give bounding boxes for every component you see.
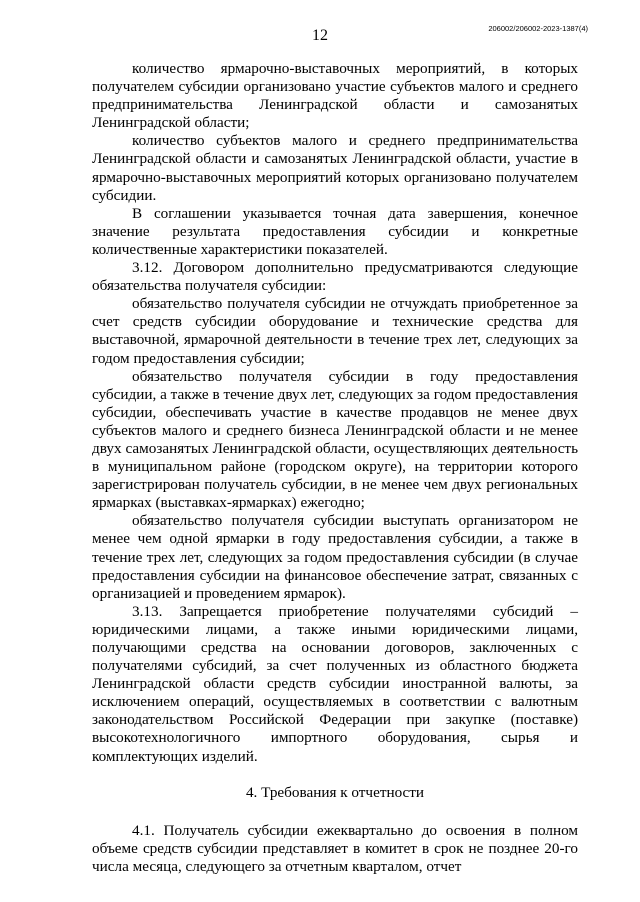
document-body: [92, 60, 578, 876]
paragraph: 3.12. Договором дополнительно предусматриваются следующие обязательства получателя субсидии:: [92, 259, 578, 295]
document-id: 206002/206002-2023-1387(4): [488, 24, 588, 33]
paragraph: В соглашении указывается точная дата завершения, конечное значение результата предоставления субсидии и конкретные количественные характеристики показателей.: [92, 204, 578, 258]
paragraph: обязательство получателя субсидии не отчуждать приобретенное за счет средств субсидии оборудование и технические средства для выставочной, ярмарочной деятельности в течение трех лет, следующих за годом предоставления субсидии;: [92, 295, 578, 367]
paragraph: обязательство получателя субсидии в году предоставления субсидии, а также в течение двух лет, следующих за годом предоставления субсидии, обеспечивать участие в качестве продавцов не менее двух субъектов малого и среднего бизнеса Ленинградской области и не менее двух самозанятых Ленинградской области, осуществляющих деятельность в муниципальном районе (городском округе), на территории которого зарегистрирован получатель субсидии, в не менее чем двух региональных ярмарках (выставках-ярмарках) ежегодно;: [92, 367, 578, 512]
paragraph: количество ярмарочно-выставочных мероприятий, в которых получателем субсидии организовано участие субъектов малого и среднего предпринимательства Ленинградской области и самозанятых Ленинградской области;: [92, 60, 578, 132]
paragraph: 4.1. Получатель субсидии ежеквартально до освоения в полном объеме средств субсидии представляет в комитет в срок не позднее 20-го числа месяца, следующего за отчетным кварталом, отчет: [92, 821, 578, 875]
paragraph: обязательство получателя субсидии выступать организатором не менее чем одной ярмарки в году предоставления субсидии, а также в течение трех лет, следующих за годом предоставления субсидии (в случае предоставления субсидии на финансовое обеспечение затрат, связанных с организацией и проведением ярмарок).: [92, 512, 578, 602]
paragraph: 3.13. Запрещается приобретение получателями субсидий – юридическими лицами, а также иными юридическими лицами, получающими средства на основании договоров, заключенных с получателями субсидий, за счет полученных из областного бюджета Ленинградской области средств субсидии иностранной валюты, за исключением операций, осуществляемых в соответствии с валютным законодательством Российской Федерации при закупке (поставке) высокотехнологичного импортного оборудования, сырья и комплектующих изделий.: [92, 602, 578, 765]
section-title: 4. Требования к отчетности: [245, 783, 425, 801]
paragraph: количество субъектов малого и среднего предпринимательства Ленинградской области и самозанятых Ленинградской области, участие в ярмарочно-выставочных мероприятий которых организовано получателем субсидии.: [92, 132, 578, 204]
page-number: 12: [312, 27, 328, 44]
